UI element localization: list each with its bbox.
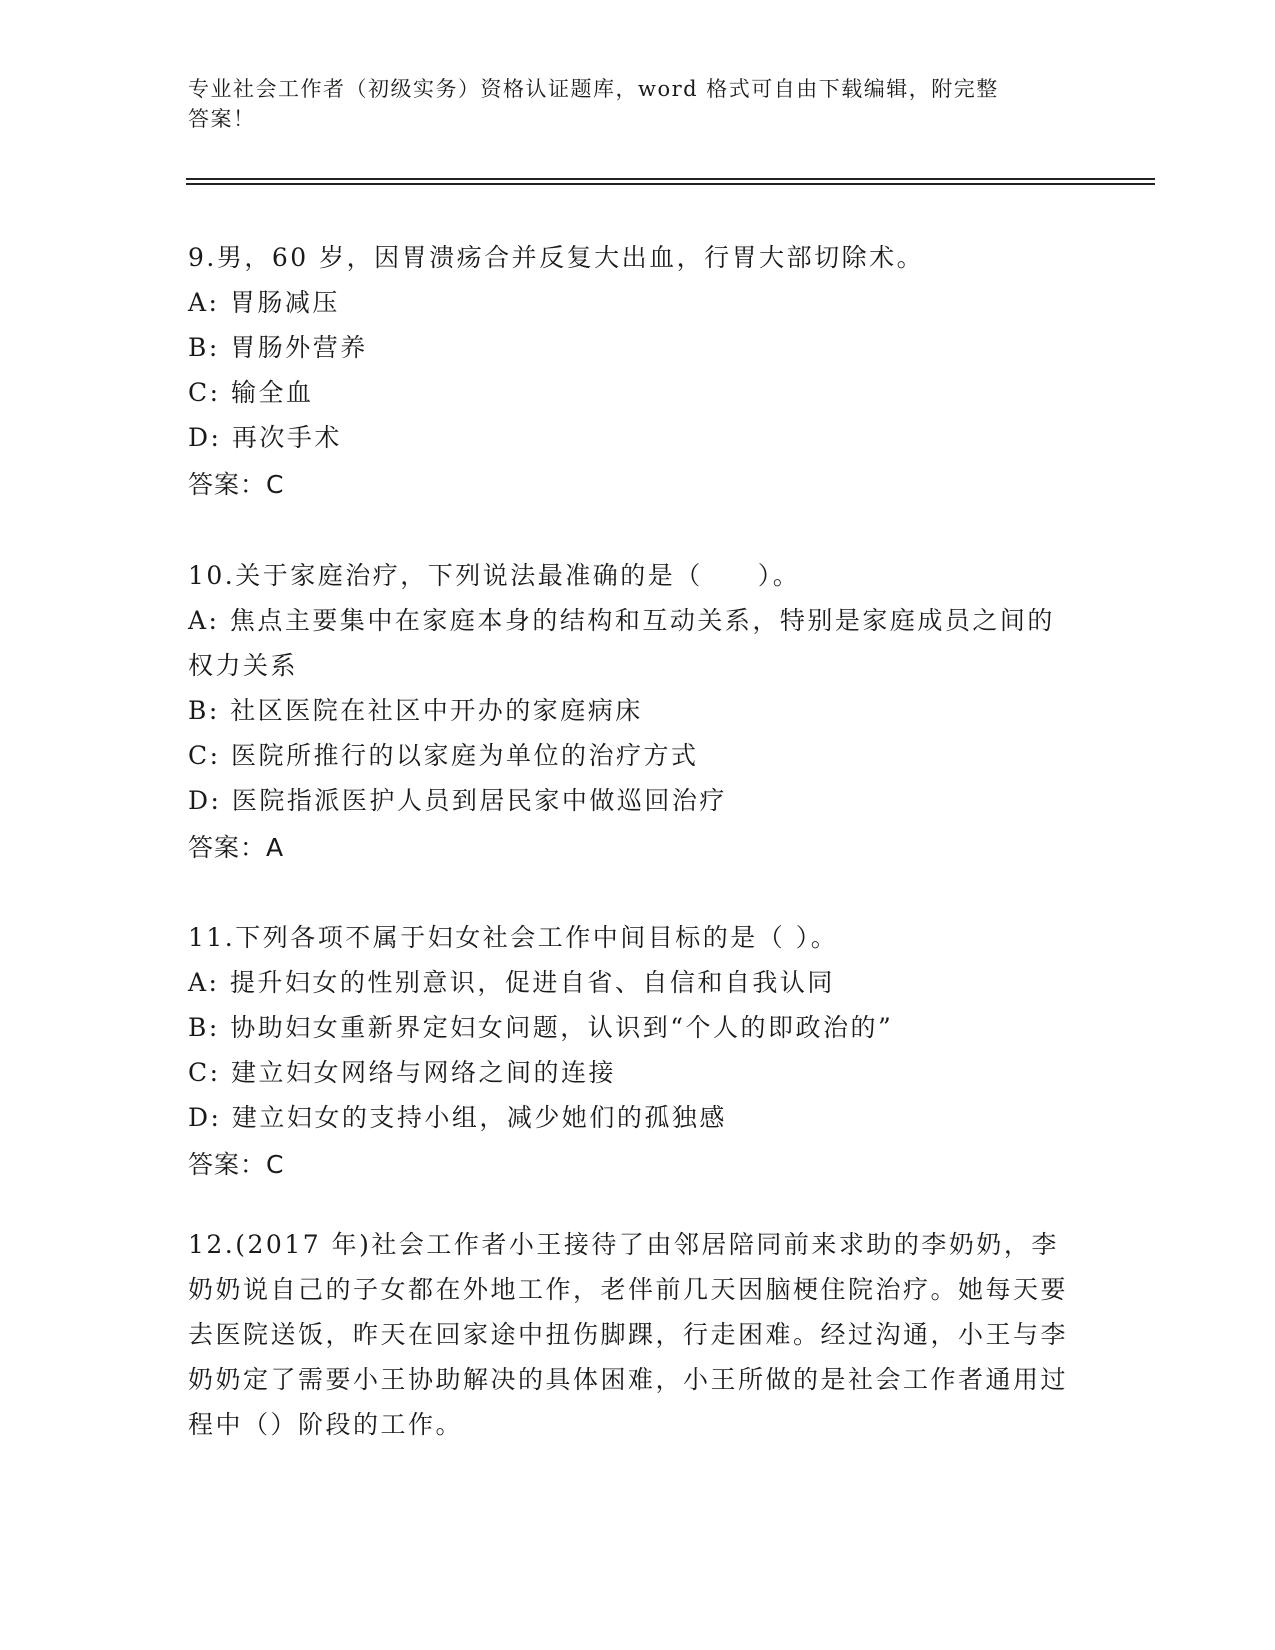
option-d: D: 医院指派医护人员到居民家中做巡回治疗 <box>188 786 727 815</box>
option-c: C: 医院所推行的以家庭为单位的治疗方式 <box>188 741 699 770</box>
question-9 <box>188 235 1088 507</box>
option-a: A: 提升妇女的性别意识，促进自省、自信和自我认同 <box>188 968 835 997</box>
header-divider-top <box>186 178 1155 180</box>
question-stem: 10.关于家庭治疗，下列说法最准确的是（ ）。 <box>188 561 801 590</box>
header-divider-bottom <box>186 183 1155 185</box>
option-b: B: 胃肠外营养 <box>188 333 368 362</box>
question-stem: 12.(2017 年)社会工作者小王接待了由邻居陪同前来求助的李奶奶，李奶奶说自己的子女都在外地工作，老伴前几天因脑梗住院治疗。她每天要去医院送饭，昨天在回家途中扭伤脚踝，行走困难。经过沟通，小王与李奶奶定了需要小王协助解决的具体困难，小王所做的是社会工作者通用过程中（）阶段的工作。 <box>188 1230 1069 1439</box>
header-line-2: 答案！ <box>188 107 256 131</box>
option-a: A: 胃肠减压 <box>188 288 340 317</box>
option-c: C: 输全血 <box>188 378 314 407</box>
answer-line: 答案：C <box>188 470 285 499</box>
question-11 <box>188 915 1088 1187</box>
header-line-1: 专业社会工作者（初级实务）资格认证题库，word 格式可自由下载编辑，附完整 <box>188 77 999 101</box>
option-d: D: 建立妇女的支持小组，减少她们的孤独感 <box>188 1103 727 1132</box>
option-c: C: 建立妇女网络与网络之间的连接 <box>188 1058 616 1087</box>
answer-line: 答案：C <box>188 1150 285 1179</box>
question-stem: 9.男，60 岁，因胃溃疡合并反复大出血，行胃大部切除术。 <box>188 243 925 272</box>
question-stem: 11.下列各项不属于妇女社会工作中间目标的是（ ）。 <box>188 923 839 952</box>
answer-line: 答案：A <box>188 833 285 862</box>
question-12 <box>188 1222 1088 1447</box>
page-header <box>188 74 1068 134</box>
option-a: A: 焦点主要集中在家庭本身的结构和互动关系，特别是家庭成员之间的权力关系 <box>188 606 1055 680</box>
option-d: D: 再次手术 <box>188 423 342 452</box>
question-10 <box>188 553 1088 870</box>
option-b: B: 社区医院在社区中开办的家庭病床 <box>188 696 643 725</box>
option-b: B: 协助妇女重新界定妇女问题，认识到“个人的即政治的” <box>188 1013 894 1042</box>
